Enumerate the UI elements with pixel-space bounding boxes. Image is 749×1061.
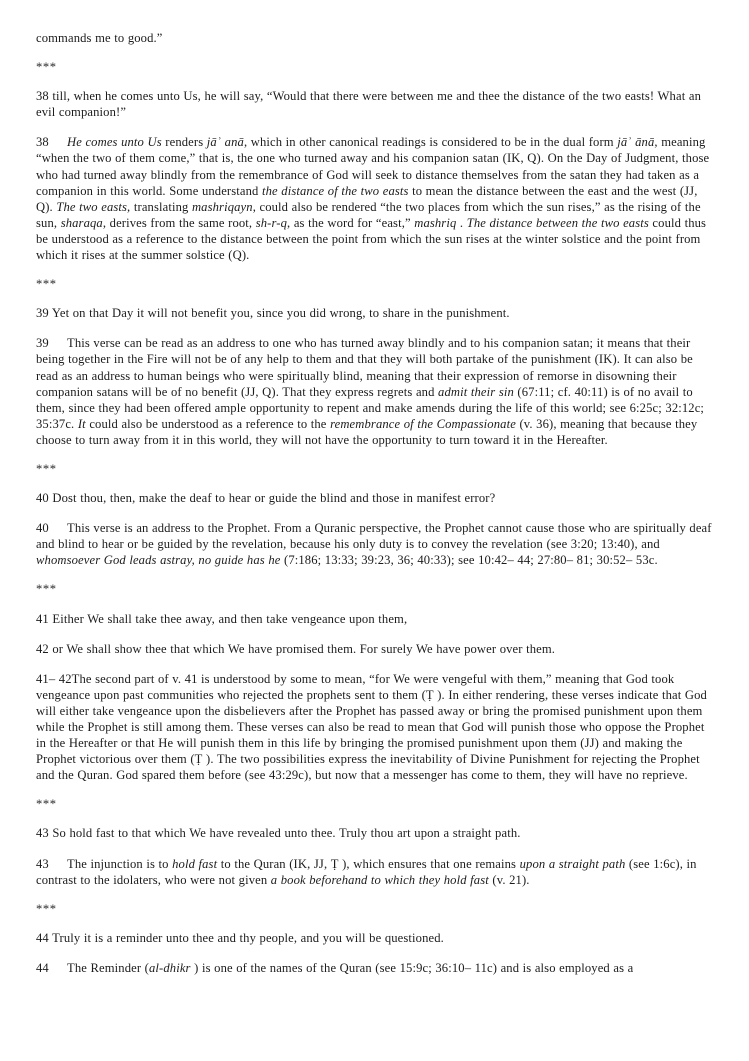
verse-paragraph [36,490,717,506]
verse-text: 42 or We shall show thee that which We have promised them. For surely We have power over them. [36,641,556,656]
commentary-text: This verse is an address to the Prophet. From a Quranic perspective, the Prophet cannot cause those who are spiritually deaf and blind to hear or be guided by the revelation, because his only duty is to convey the revelation (see 3:20; 13:40), and [36,521,712,552]
commentary-paragraph [36,856,717,888]
commentary-text: , which in other canonical readings is considered to be in the dual form [243,135,618,150]
commentary-verse-number: 40 [36,521,49,536]
continued-text: commands me to good.” [36,31,163,45]
gap-before-separator [36,448,717,461]
gap-after-separator [36,292,717,305]
commentary-text: (v. 36), meaning that because they choose to turn away from it in this world, they will not have the opportunity to turn toward it in the Hereafter. [36,416,698,447]
quoted-phrase: admit their sin [438,384,514,399]
commentary-text: to mean the distance between the east and the west (JJ, Q). [36,183,698,214]
commentary-verse-number: 38 [36,135,49,150]
commentary-verse-number: 39 [36,336,49,351]
commentary-text: ) is one of the names of the Quran (see 15:9c; 36:10– 11c) and is also employed as a [190,960,634,975]
commentary-text: to the Quran (IK, JJ, Ṭ ), which ensures that one remains [217,856,520,871]
gap-before-commentary [36,657,717,671]
section-separator: *** [36,277,57,292]
verse-text: 39 Yet on that Day it will not benefit you, since you did wrong, to share in the punishment. [36,306,510,321]
verse-paragraph [36,641,717,657]
commentary-text: (7:186; 13:33; 39:23, 36; 40:33); see 10:42– 44; 27:80– 81; 30:52– 53c. [280,553,658,568]
gap-before-commentary [36,842,717,856]
commentary-text: translating [130,199,192,214]
commentary-text: The second part of v. 41 is understood by some to mean, “for We were vengeful with them,” meaning that God took vengeance upon past communities who rejected the prophets sent to them (Ṭ ). In either rendering, these verses indicate that God will either take vengeance upon the disbelievers after the Prophet has passed away or bring the promised punishment upon them while the Prophet is still among them. These verses can also be read to mean that God will punish those who oppose the Prophet in the Hereafter or that He will punish them in this life by bringing the promised punishment upon them (JJ) and making the Prophet victorious over them (Ṭ ). The two possibilities express the inevitability of Divine Punishment for rejecting the Prophet and the Quran. God spared them before (see 43:29c), but now that a messenger has come to them, they will have no reprieve. [36,671,707,783]
gap-before-separator [36,888,717,901]
quoted-phrase: sharaqa [60,215,103,230]
quoted-phrase: a book beforehand to which they hold fast [270,872,489,887]
quoted-phrase: the distance of the two easts [262,183,409,198]
commentary-text: renders [161,135,207,150]
commentary-paragraph [36,960,717,976]
section-separator: *** [36,60,57,75]
gap-before-separator [36,263,717,276]
quoted-phrase: hold fast [172,856,218,871]
verse-text: 38 till, when he comes unto Us, he will say, “Would that there were between me and thee the distance of the two easts! What an evil companion!” [36,89,701,120]
quoted-phrase: The distance between the two easts [466,215,649,230]
section-separator: *** [36,797,57,812]
gap-after-separator [36,477,717,490]
commentary-verse-number: 41– 42 [36,671,72,686]
commentary-verse-number: 44 [36,960,49,975]
quoted-phrase: The two easts, [56,199,131,214]
commentary-paragraph [36,520,717,568]
commentary-paragraph [36,134,717,263]
gap-before-separator [36,46,717,59]
gap-after-separator [36,812,717,825]
commentary-paragraph [36,335,717,448]
gap-before-separator [36,783,717,796]
quoted-phrase: jāʾ ānā [617,135,655,150]
quoted-phrase: remembrance of the Compassionate [330,416,516,431]
verse-paragraph [36,88,717,120]
quoted-phrase: It [77,416,86,431]
page-text-body [36,30,717,976]
quoted-phrase: sh-r-q [255,215,288,230]
gap-after-separator [36,75,717,88]
quoted-phrase: mashriq [414,215,457,230]
section-separator: *** [36,582,57,597]
gap-before-commentary [36,321,717,335]
quoted-phrase: He comes unto Us [67,135,162,150]
continued-paragraph [36,30,717,46]
verse-paragraph [36,930,717,946]
quoted-phrase: whomsoever God leads astray, no guide has he [36,553,281,568]
commentary-text: (67:11; cf. 40:11) is of no avail to them, since they had been offered ample opportunity to repent and make amends during the life of this world; see 6:25c; 32:12c; 35:37c. [36,384,705,431]
quoted-phrase: mashriqayn [191,199,253,214]
gap-before-commentary [36,120,717,134]
verse-paragraph [36,305,717,321]
commentary-text: The injunction is to [67,856,173,871]
quoted-phrase: al-dhikr [149,960,191,975]
commentary-text: , derives from the same root, [102,215,256,230]
section-separator: *** [36,901,57,916]
commentary-text: , as the word for “east,” [287,215,415,230]
commentary-text: could also be understood as a reference to the [85,416,331,431]
commentary-text: This verse can be read as an address to one who has turned away blindly and to his companion satan; it means that their being together in the Fire will not be of any help to them and that they will both partake of the punishment (IK). It can also be read as an address to human beings who were spiritually blind, meaning that their expression of remorse in disowning their companion satans will be of no benefit (JJ, Q). That they express regrets and [36,336,693,399]
verse-paragraph [36,611,717,627]
gap-before-commentary [36,506,717,520]
verse-text: 43 So hold fast to that which We have revealed unto thee. Truly thou art upon a straight path. [36,826,521,841]
commentary-text: The Reminder ( [67,960,149,975]
section-separator: *** [36,461,57,476]
gap-after-separator [36,917,717,930]
verse-text: 44 Truly it is a reminder unto thee and thy people, and you will be questioned. [36,930,444,945]
verse-text: 41 Either We shall take thee away, and then take vengeance upon them, [36,611,408,626]
commentary-text: , meaning “when the two of them come,” that is, the one who turned away and his companion satan (IK, Q). On the Day of Judgment, those who had turned away blindly from the remembrance of God will seek to distance themselves from the satan they had taken as a companion in this world. Some understand [36,135,710,198]
commentary-text: (see 1:6c), in contrast to the idolaters, who were not given [36,856,697,887]
commentary-text: (v. 21). [488,872,530,887]
commentary-text: . [456,215,467,230]
verse-text: 40 Dost thou, then, make the deaf to hear or guide the blind and those in manifest error? [36,491,496,506]
commentary-verse-number: 43 [36,856,49,871]
commentary-text: , could also be rendered “the two places from which the sun rises,” as the rising of the sun, [36,199,701,230]
gap-before-separator [36,568,717,581]
gap-before-commentary [36,946,717,960]
quoted-phrase: upon a straight path [519,856,626,871]
commentary-paragraph [36,671,717,784]
commentary-text: could thus be understood as a reference to the distance between the point from which the sun rises at the winter solstice and the point from which it rises at the summer solstice (Q). [36,215,707,263]
verse-paragraph [36,825,717,841]
quoted-phrase: jāʾ anā [206,135,244,150]
gap-after-separator [36,598,717,611]
gap-before-verse [36,627,717,641]
